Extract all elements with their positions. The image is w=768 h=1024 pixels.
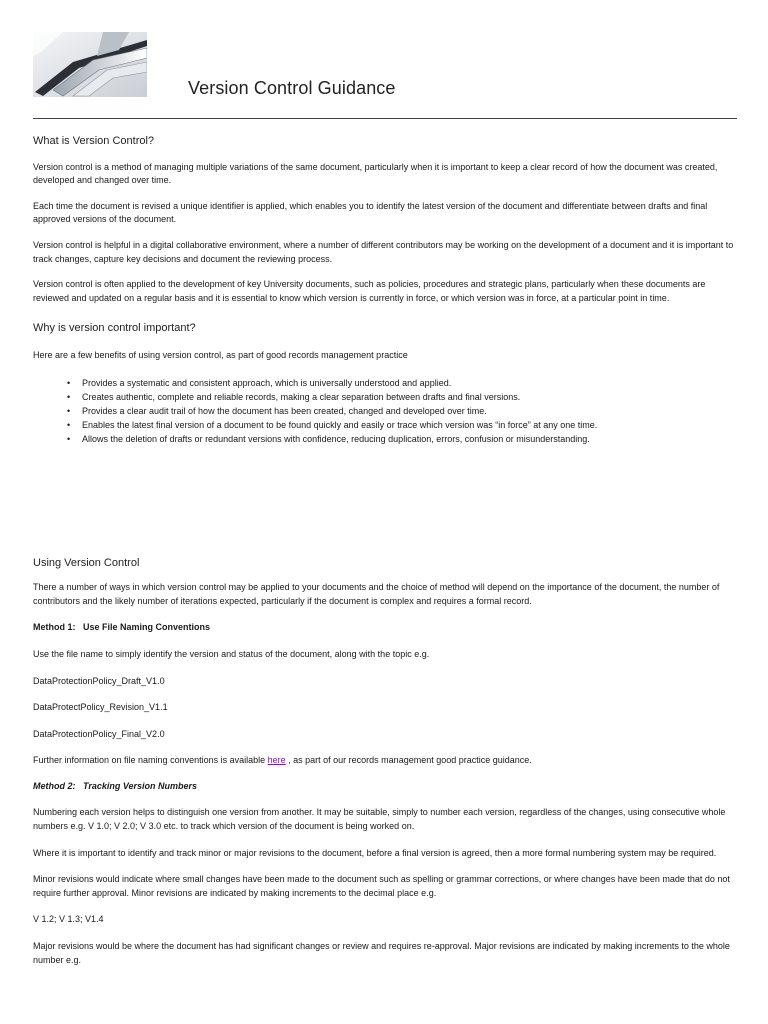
filename-example: DataProtectPolicy_Revision_V1.1 <box>33 702 168 713</box>
here-link[interactable]: here <box>267 755 286 766</box>
filename-example: DataProtectionPolicy_Draft_V1.0 <box>33 675 165 686</box>
list-item: • Enables the latest final version of a document to be found quickly and easily or trace which version was “in force” at any one time. <box>67 419 598 430</box>
bullet-icon: • <box>67 405 71 416</box>
bullet-icon: • <box>67 419 71 430</box>
list-item: • Allows the deletion of drafts or redundant versions with confidence, reducing duplication, errors, confusion or misunderstanding. <box>67 433 590 444</box>
bullet-icon: • <box>67 391 71 402</box>
filename-example: DataProtectionPolicy_Final_V2.0 <box>33 728 165 739</box>
paragraph: Each time the document is revised a unique identifier is applied, which enables you to identify the latest version of the document and differentiate between drafts and final approved versions of the document. <box>33 200 708 225</box>
bullet-icon: • <box>67 433 71 444</box>
further-info-paragraph: Further information on file naming conventions is available here , as part of our records management good practice guidance. <box>33 755 532 766</box>
list-item: • Provides a systematic and consistent approach, which is universally understood and applied. <box>67 377 452 388</box>
section-heading-why: Why is version control important? <box>33 322 196 335</box>
paragraph: Use the file name to simply identify the version and status of the document, along with the topic e.g. <box>33 648 430 659</box>
paragraph: Numbering each version helps to distinguish one version from another. It may be suitable, simply to number each version, regardless of the changes, using consecutive whole numbers e.g. V 1.0; V 2.0; V 3.0 etc. to track which version of the document is being worked on. <box>33 807 726 832</box>
document-logo-image <box>33 32 147 97</box>
bullet-icon: • <box>67 377 71 388</box>
section-heading-using: Using Version Control <box>33 556 140 569</box>
title-divider <box>33 118 737 119</box>
paragraph: Where it is important to identify and track minor or major revisions to the document, before a final version is agreed, then a more formal numbering system may be required. <box>33 847 717 858</box>
paragraph: Version control is a method of managing multiple variations of the same document, particularly when it is important to keep a clear record of how the document was created, developed and changed over time. <box>33 161 718 186</box>
paragraph: Version control is often applied to the development of key University documents, such as policies, procedures and strategic plans, particularly when these documents are reviewed and updated on a regular basis and it is essential to know which version is currently in force, or which version was in force, at a particular point in time. <box>33 279 706 303</box>
method1-heading: Method 1: Use File Naming Conventions <box>33 622 211 633</box>
page-title: Version Control Guidance <box>188 78 396 98</box>
paragraph: Minor revisions would indicate where small changes have been made to the document such as spelling or grammar corrections, or where changes have been made that do not require further approval. Minor revisions are indicated by making increments to the decimal place e.g. <box>33 874 730 898</box>
benefits-list <box>33 376 737 446</box>
paragraph: There a number of ways in which version control may be applied to your documents and the choice of method will depend on the importance of the document, the number of contributors and the likely number of iterations expected, particularly if the document is complex and requires a formal record. <box>33 582 720 606</box>
document-body <box>33 128 737 967</box>
section-heading-what: What is Version Control? <box>33 135 155 147</box>
paragraph: Version control is helpful in a digital collaborative environment, where a number of different contributors may be working on the development of a document and it is important to track changes, capture key decisions and document the reviewing process. <box>33 239 734 264</box>
paragraph: Major revisions would be where the document has had significant changes or review and requires re-approval. Major revisions are indicated by making increments to the whole number e.g. <box>33 941 730 965</box>
list-item: • Creates authentic, complete and reliable records, making a clear separation between drafts and final versions. <box>67 391 521 402</box>
paragraph: Here are a few benefits of using version control, as part of good records management practice <box>33 349 408 360</box>
list-item: • Provides a clear audit trail of how the document has been created, changed and developed over time. <box>67 405 487 416</box>
version-example: V 1.2; V 1.3; V1.4 <box>33 914 104 925</box>
method2-heading: Method 2: Tracking Version Numbers <box>33 780 198 791</box>
